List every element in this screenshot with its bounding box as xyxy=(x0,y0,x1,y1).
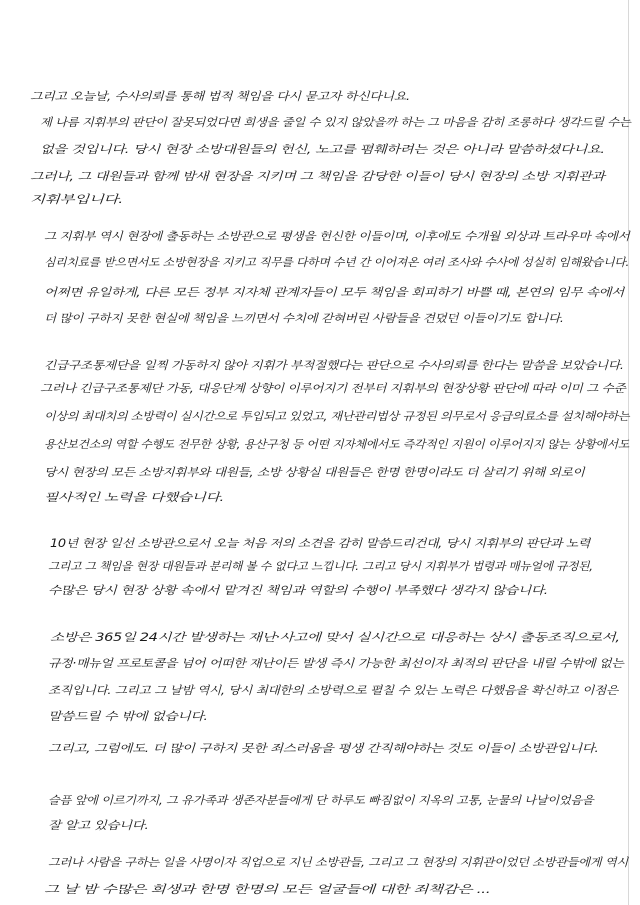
handwritten-line: 그 날 밤 수많은 희생과 한명 한명의 모든 얼굴들에 대한 죄책감은 ... xyxy=(44,883,491,896)
handwritten-line: 어쩌면 유일하게, 다른 모든 정부 지자체 관계자들이 모두 책임을 회피하기 바쁠 때, 본연의 임무 속에서 xyxy=(44,286,624,299)
handwritten-line: 그 지휘부 역시 현장에 출동하는 소방관으로 평생을 헌신한 이들이며, 이후에도 수개월 외상과 트라우마 속에서 xyxy=(44,230,630,243)
handwritten-line: 더 많이 구하지 못한 현실에 책임을 느끼면서 수치에 갇혀버린 사람들을 견뎠던 이들이기도 합니다. xyxy=(44,312,564,325)
handwritten-line: 잘 알고 있습니다. xyxy=(48,819,149,832)
handwritten-line: 지휘부입니다. xyxy=(30,193,123,206)
handwritten-line: 슬픔 앞에 이르기까지, 그 유가족과 생존자분들에게 단 하루도 빠짐없이 지옥의 고통, 눈물의 나날이었음을 xyxy=(48,794,594,807)
handwritten-line: 소방은 365일 24시간 발생하는 재난·사고에 맞서 실시간으로 대응하는 상시 출동조직으로서, xyxy=(50,631,620,644)
handwritten-line: 그러나 긴급구조통제단 가동, 대응단계 상향이 이루어지기 전부터 지휘부의 현장상황 판단에 따라 이미 그 수준 xyxy=(40,382,626,395)
handwritten-line: 제 나름 지휘부의 판단이 잘못되었다면 희생을 줄일 수 있지 않았을까 하는 그 마음을 감히 조롱하다 생각드릴 수는 xyxy=(40,116,631,129)
handwritten-line: 긴급구조통제단을 일찍 가동하지 않아 지휘가 부적절했다는 판단으로 수사의뢰를 한다는 말씀을 보았습니다. xyxy=(44,359,624,372)
handwritten-line: 말씀드릴 수 밖에 없습니다. xyxy=(48,710,208,723)
handwritten-line: 조직입니다. 그리고 그 날밤 역시, 당시 최대한의 소방력으로 펼칠 수 있는 노력은 다했음을 확신하고 이점은 xyxy=(48,684,618,697)
handwritten-line: 그리고 그 책임을 현장 대원들과 분리해 볼 수 없다고 느낍니다. 그리고 당시 지휘부가 법령과 매뉴얼에 규정된, xyxy=(48,560,593,573)
handwritten-line: 그러나, 그 대원들과 함께 밤새 현장을 지키며 그 책임을 감당한 이들이 당시 현장의 소방 지휘관과 xyxy=(30,170,605,183)
handwritten-line: 수많은 당시 현장 상황 속에서 맡겨진 책임과 역할의 수행이 부족했다 생각지 않습니다. xyxy=(48,584,548,597)
handwritten-line: 그리고 오늘날, 수사의뢰를 통해 법적 책임을 다시 묻고자 하신다니요. xyxy=(30,90,410,103)
handwritten-line: 그리고, 그럼에도. 더 많이 구하지 못한 죄스러움을 평생 간직해야하는 것도 이들이 소방관입니다. xyxy=(48,742,599,755)
handwritten-line: 그러나 사람을 구하는 일을 사명이자 직업으로 지닌 소방관들, 그리고 그 현장의 지휘관이었던 소방관들에게 역시 xyxy=(48,856,628,869)
handwritten-line: 용산보건소의 역할 수행도 전무한 상황, 용산구청 등 어떤 지자체에서도 즉각적인 지원이 이루어지지 않는 상황에서도 xyxy=(44,438,629,451)
handwritten-line: 없을 것입니다. 당시 현장 소방대원들의 헌신, 노고를 폄훼하려는 것은 아니라 말씀하셨다니요. xyxy=(40,143,605,156)
handwritten-line: 필사적인 노력을 다했습니다. xyxy=(44,491,224,504)
handwritten-line: 당시 현장의 모든 소방지휘부와 대원들, 소방 상황실 대원들은 한명 한명이라도 더 살리기 위해 외로이 xyxy=(44,466,585,479)
handwritten-line: 이상의 최대치의 소방력이 실시간으로 투입되고 있었고, 재난관리법상 규정된 의무로서 응급의료소를 설치해야하는 xyxy=(44,410,630,423)
handwritten-line: 10년 현장 일선 소방관으로서 오늘 처음 저의 소견을 감히 말씀드리건대, 당시 지휘부의 판단과 노력 xyxy=(50,537,591,550)
handwritten-line: 심리치료를 받으면서도 소방현장을 지키고 직무를 다하며 수년 간 이어져온 여러 조사와 수사에 성실히 임해왔습니다. xyxy=(44,256,629,269)
handwritten-line: 규정·매뉴얼 프로토콜을 넘어 어떠한 재난이든 발생 즉시 가능한 최선이자 최적의 판단을 내릴 수밖에 없는 xyxy=(48,657,624,670)
